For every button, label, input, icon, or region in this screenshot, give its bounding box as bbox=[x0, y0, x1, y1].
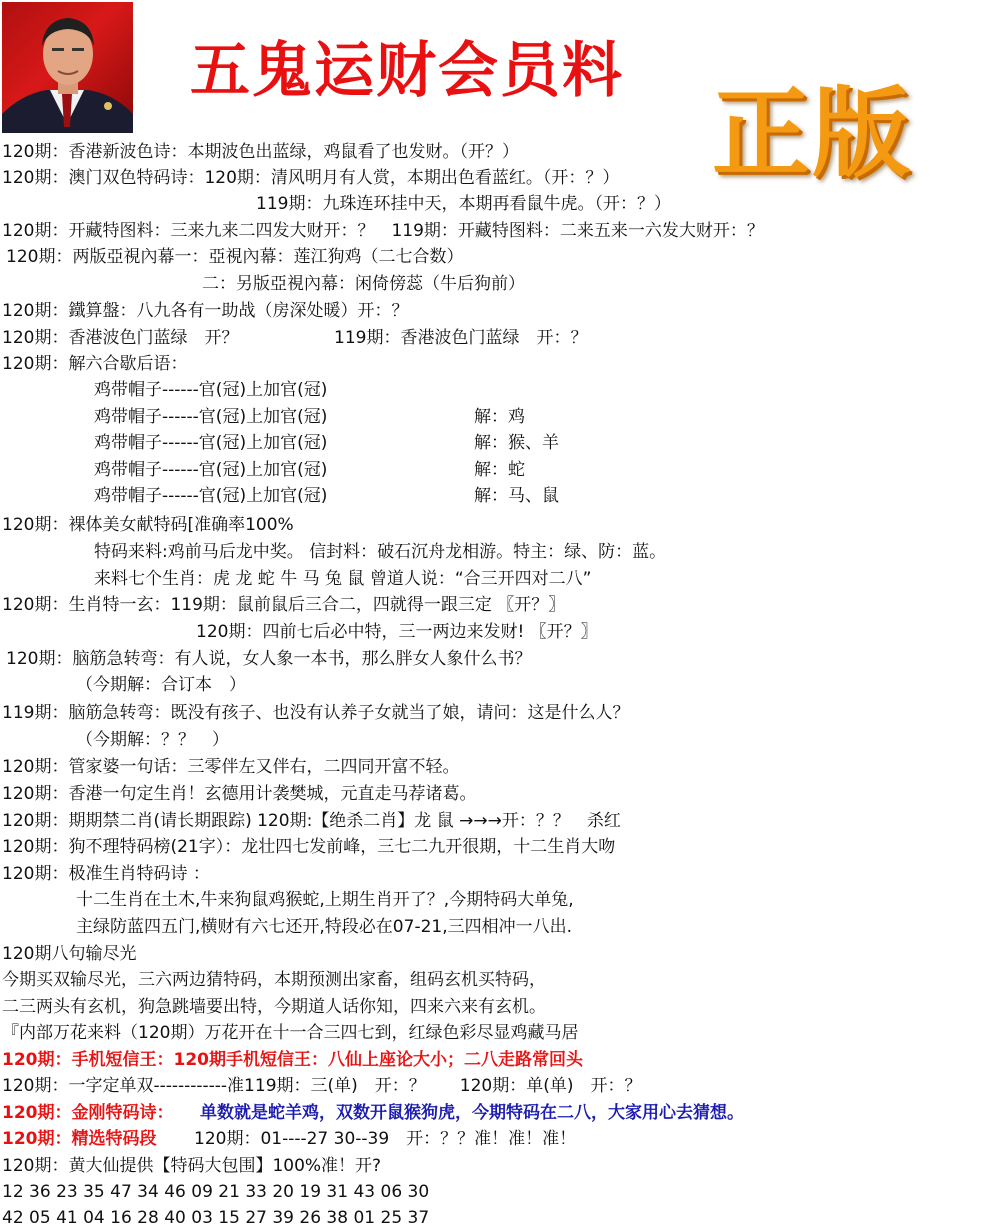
portrait-figure bbox=[2, 2, 133, 133]
line-hk-wave-door-120: 120期：香港波色门蓝绿 开？ bbox=[2, 328, 239, 348]
line-eight-verses-heading: 120期八句输尽光 bbox=[2, 944, 137, 964]
line-riddle-5-answer: 解：马、鼠 bbox=[474, 486, 559, 506]
genuine-stamp: 正版 bbox=[712, 77, 913, 191]
line-brain-teaser-120-answer: （今期解：合订本 ） bbox=[76, 675, 246, 695]
line-eight-verses-1: 今期买双输尽光，三六两边猜特码，本期预测出家畜，组码玄机买特码， bbox=[2, 970, 546, 990]
line-macau-poem: 120期：澳门双色特码诗：120期：清风明月有人赏，本期出色看蓝红。（开：？） bbox=[2, 168, 620, 188]
line-special-code: 120期：裸体美女献特码[准确率100% bbox=[2, 515, 294, 535]
line-brain-teaser-119-answer: （今期解：？？ ） bbox=[76, 730, 229, 750]
line-diamond-poem-text: 单数就是蛇羊鸡，双数开鼠猴狗虎，今期特码在二八，大家用心去猜想。 bbox=[200, 1103, 744, 1123]
line-kaizang-chart: 120期：开藏特图料：三来九来二四发大财开：？ 119期：开藏特图料：二来五来一六发大财开：？ bbox=[2, 221, 764, 241]
line-atv-insider-2: 二：另版亞視內幕：闲倚傍蕊（牛后狗前） bbox=[202, 274, 525, 294]
line-wanhua-source: 『内部万花来料（120期）万花开在十一合三四七到，红绿色彩尽显鸡藏马居 bbox=[2, 1023, 579, 1043]
line-hk-wave-poem: 120期：香港新波色诗：本期波色出蓝绿，鸡鼠看了也发财。（开？） bbox=[2, 142, 519, 162]
page-title: 五鬼运财会员料 bbox=[190, 36, 624, 106]
line-housekeeper-saying: 120期：管家婆一句话：三零伴左又伴右，二四同开富不轻。 bbox=[2, 757, 460, 777]
line-zodiac-mystery-119: 120期：生肖特一玄：119期：鼠前鼠后三合二，四就得一跟三定 〖开？〗 bbox=[2, 595, 566, 615]
line-riddle-2: 鸡带帽子------官(冠)上加官(冠) bbox=[94, 407, 328, 427]
line-macau-poem-119: 119期：九珠连环挂中天，本期再看鼠牛虎。（开：？） bbox=[256, 194, 671, 214]
portrait-photo bbox=[2, 2, 133, 133]
line-zodiac-mystery-120: 120期：四前七后必中特，三一两边来发财! 〖开？〗 bbox=[196, 622, 598, 642]
line-riddle-4: 鸡带帽子------官(冠)上加官(冠) bbox=[94, 460, 328, 480]
line-seven-zodiacs: 来料七个生肖：虎 龙 蛇 牛 马 兔 鼠 曾道人说：“合三开四对二八” bbox=[94, 569, 592, 589]
line-zodiac-poem-heading: 120期：极准生肖特码诗 ： bbox=[2, 864, 210, 884]
line-eight-verses-2: 二三两头有玄机，狗急跳墙要出特，今期道人话你知，四来六来有玄机。 bbox=[2, 997, 546, 1017]
line-riddle-3: 鸡带帽子------官(冠)上加官(冠) bbox=[94, 433, 328, 453]
line-diamond-poem-label: 120期：金刚特码诗： bbox=[2, 1103, 174, 1123]
line-atv-insider-1: 120期：两版亞視內幕一：亞視內幕：莲江狗鸡（二七合数） bbox=[6, 247, 464, 267]
line-dog-list: 120期：狗不理特码榜(21字）：龙壮四七发前峰，三七二九开很期，十二生肖大吻 bbox=[2, 837, 616, 857]
line-zodiac-poem-1: 十二生肖在土木,牛来狗鼠鸡猴蛇,上期生肖开了？,今期特码大单兔, bbox=[76, 890, 574, 910]
line-banned-zodiacs: 120期：期期禁二肖(请长期跟踪) 120期:【绝杀二肖】龙 鼠 →→→开：？？ 杀红 bbox=[2, 811, 621, 831]
line-riddle-2-answer: 解：鸡 bbox=[474, 407, 525, 427]
line-odd-even: 120期：一字定单双------------准119期：三(单) 开：？ 120期：单(单) 开：？ bbox=[2, 1076, 642, 1096]
line-special-source: 特码来料:鸡前马后龙中奖。 信封料：破石沉舟龙相游。特主：绿、防：蓝。 bbox=[94, 542, 667, 562]
line-selected-range-value: 120期：01----27 30--39 开：？？准！准！准！ bbox=[194, 1129, 577, 1149]
line-hk-zodiac-saying: 120期：香港一句定生肖！玄德用计袭樊城，元直走马荐诸葛。 bbox=[2, 784, 477, 804]
line-numbers-row-2: 42 05 41 04 16 28 40 03 15 27 39 26 38 01 25 37 bbox=[2, 1208, 430, 1228]
line-numbers-row-1: 12 36 23 35 47 34 46 09 21 33 20 19 31 43 06 30 bbox=[2, 1182, 430, 1202]
line-riddle-4-answer: 解：蛇 bbox=[474, 460, 525, 480]
line-selected-range-label: 120期：精选特码段 bbox=[2, 1129, 157, 1149]
line-sms-king: 120期：手机短信王：120期手机短信王：八仙上座论大小；二八走路常回头 bbox=[2, 1050, 583, 1070]
line-wong-tai-sin: 120期：黄大仙提供【特码大包围】100%准！开? bbox=[2, 1156, 382, 1176]
line-riddle-heading: 120期：解六合歇后语： bbox=[2, 354, 188, 374]
line-brain-teaser-119: 119期：脑筋急转弯：既没有孩子、也没有认养子女就当了娘，请问：这是什么人？ bbox=[2, 703, 630, 723]
line-hk-wave-door-119: 119期：香港波色门蓝绿 开：？ bbox=[334, 328, 588, 348]
line-iron-abacus: 120期：鐵算盤：八九各有一助战（房深处暖）开：？ bbox=[2, 301, 409, 321]
line-riddle-3-answer: 解：猴、羊 bbox=[474, 433, 559, 453]
line-riddle-5: 鸡带帽子------官(冠)上加官(冠) bbox=[94, 486, 328, 506]
line-zodiac-poem-2: 主绿防蓝四五门,横财有六七还开,特段必在07-21,三四相冲一八出. bbox=[76, 917, 573, 937]
line-riddle-1: 鸡带帽子------官(冠)上加官(冠) bbox=[94, 380, 328, 400]
line-brain-teaser-120: 120期：脑筋急转弯：有人说，女人象一本书，那么胖女人象什么书？ bbox=[6, 649, 532, 669]
